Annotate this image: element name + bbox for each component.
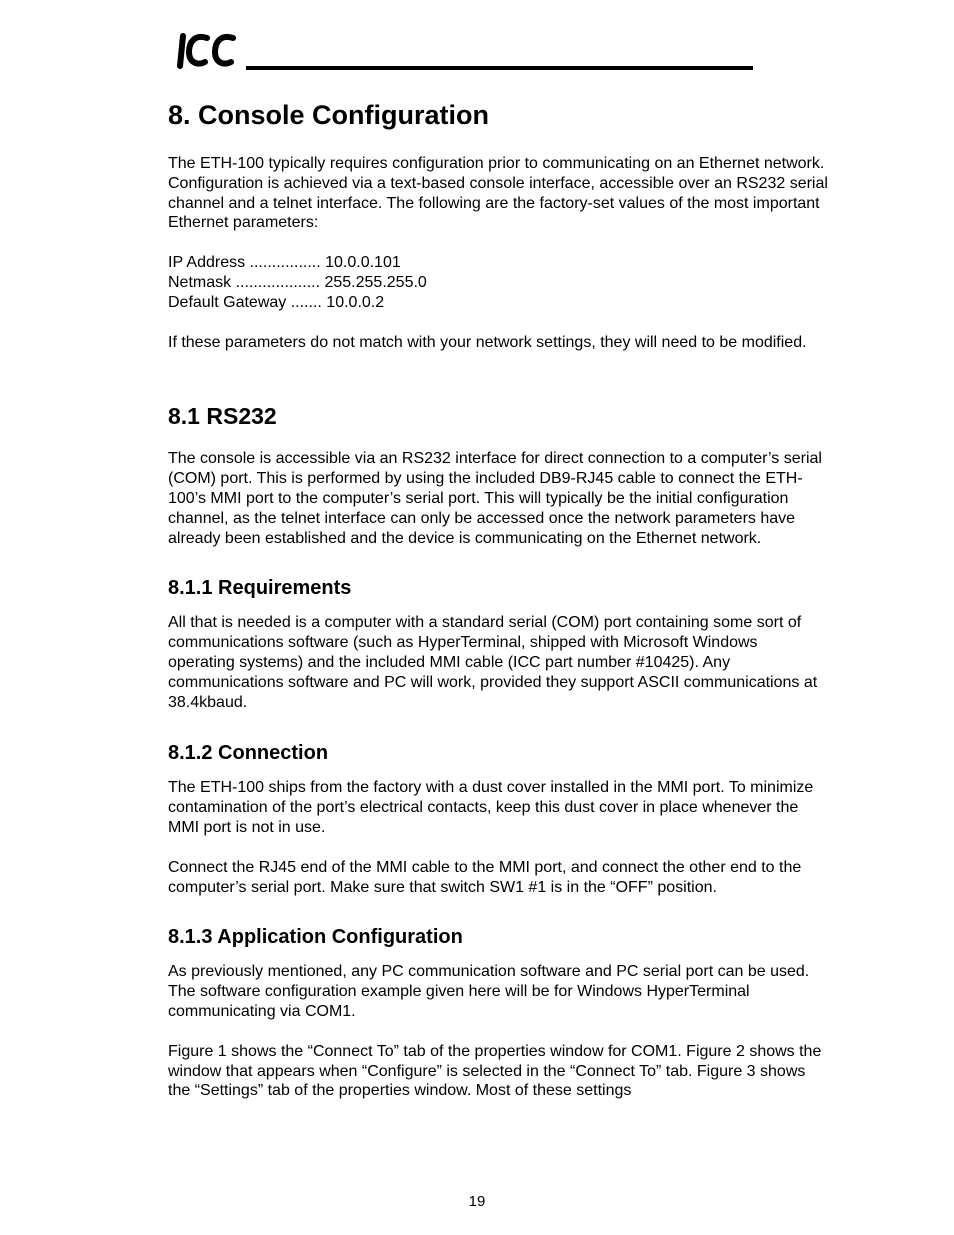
icc-logo (175, 28, 243, 72)
page-content (168, 96, 828, 1101)
section-8-1-2-para1: The ETH-100 ships from the factory with a dust cover installed in the MMI port. To minimize contamination of the port’s electrical contacts, keep this dust cover in place whenever the MMI port is not in use. (168, 779, 814, 836)
param-ip-address (168, 253, 828, 273)
param-dots: ................... (231, 273, 325, 291)
section-8-title: 8. Console Configuration (168, 100, 489, 130)
param-value: 10.0.0.101 (325, 254, 401, 272)
section-8-1-body: The console is accessible via an RS232 interface for direct connection to a computer’s serial (COM) port. This is performed by using the included DB9-RJ45 cable to connect the ETH-100’s MMI port to the computer’s serial port. This will typically be the initial configuration channel, as the telnet interface can only be accessed once the network parameters have already been established and the device is communicating on the Ethernet network. (168, 450, 822, 547)
param-dots: ....... (286, 293, 327, 311)
param-dots: ................ (245, 254, 326, 272)
section-8-1-1-body: All that is needed is a computer with a standard serial (COM) port containing some sort of communications software (such as HyperTerminal, shipped with Microsoft Windows operating systems) and the included MMI cable (ICC part number #10425). Any communications software and PC will work, provided they support ASCII communications at 38.4kbaud. (168, 614, 818, 711)
section-8-closing: If these parameters do not match with your network settings, they will need to be modified. (168, 333, 807, 351)
section-8-1-title: 8.1 RS232 (168, 403, 277, 430)
section-8-1-2-title: 8.1.2 Connection (168, 742, 329, 765)
section-8-intro: The ETH-100 typically requires configuration prior to communicating on an Ethernet network. Configuration is achieved via a text-based console interface, accessible over an RS232 serial channel and a telnet interface. The following are the factory-set values of the most important Ethernet parameters: (168, 155, 828, 232)
factory-parameters (168, 253, 828, 312)
param-label: Default Gateway (168, 293, 287, 311)
section-8-1-3-para1: As previously mentioned, any PC communication software and PC serial port can be used. The software configuration example given here will be for Windows HyperTerminal communicating via COM1. (168, 963, 810, 1020)
section-8-1-1-title: 8.1.1 Requirements (168, 577, 352, 600)
param-netmask (168, 273, 828, 293)
param-value: 255.255.255.0 (324, 273, 427, 291)
section-8-1-2-para2: Connect the RJ45 end of the MMI cable to the MMI port, and connect the other end to the computer’s serial port. Make sure that switch SW1 #1 is in the “OFF” position. (168, 858, 802, 896)
param-label: Netmask (168, 273, 232, 291)
header-rule (246, 66, 753, 70)
param-value: 10.0.0.2 (326, 293, 385, 311)
section-8-1-3-title: 8.1.3 Application Configuration (168, 926, 463, 949)
param-default-gateway (168, 293, 828, 313)
param-label: IP Address (168, 254, 246, 272)
page-number: 19 (468, 1193, 486, 1210)
section-8-1-3-para2: Figure 1 shows the “Connect To” tab of the properties window for COM1. Figure 2 shows the window that appears when “Configure” is selected in the “Connect To” tab. Figure 3 shows the “Settings” tab of the properties window. Most of these settings (168, 1042, 822, 1100)
